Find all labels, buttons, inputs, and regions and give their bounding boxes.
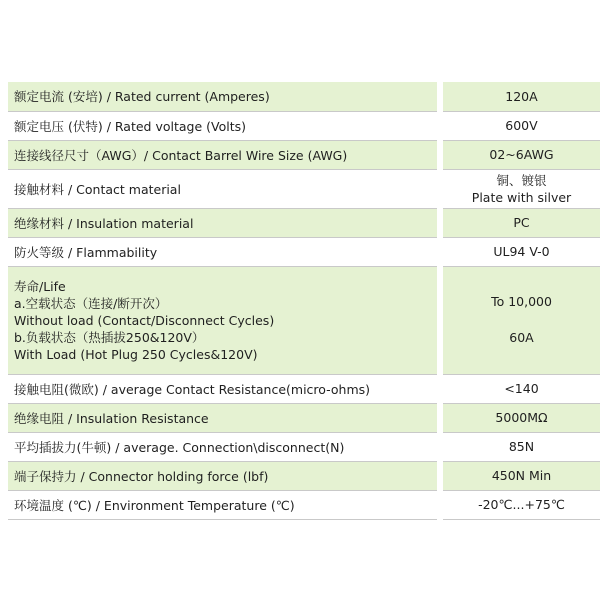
spec-value-line: To 10,000	[491, 294, 552, 309]
spec-value: 02~6AWG	[443, 140, 600, 169]
spec-label-line: a.空载状态（连接/断开次）	[14, 295, 168, 311]
spec-value: UL94 V-0	[443, 237, 600, 266]
spec-value: <140	[443, 374, 600, 403]
spec-label: 接触电阻(微欧) / average Contact Resistance(micro-ohms)	[8, 374, 437, 403]
spec-value: 85N	[443, 432, 600, 461]
spec-label	[8, 266, 437, 374]
spec-value-line: 60A	[509, 330, 534, 345]
spec-value: -20℃...+75℃	[443, 490, 600, 519]
spec-label: 端子保持力 / Connector holding force (lbf)	[8, 461, 437, 490]
table-row	[8, 490, 600, 519]
table-row	[8, 82, 600, 111]
spec-label: 平均插拔力(牛顿) / average. Connection\disconnect(N)	[8, 432, 437, 461]
spec-value: 450N Min	[443, 461, 600, 490]
spec-value: 120A	[443, 82, 600, 111]
spec-label: 环境温度 (℃) / Environment Temperature (℃)	[8, 490, 437, 519]
spec-label-line: Without load (Contact/Disconnect Cycles)	[14, 312, 275, 328]
spec-value	[443, 169, 600, 208]
spec-value	[443, 266, 600, 374]
table-row	[8, 169, 600, 208]
table-row	[8, 208, 600, 237]
table-row	[8, 374, 600, 403]
table-row	[8, 432, 600, 461]
table-row	[8, 140, 600, 169]
spec-label: 绝缘电阻 / Insulation Resistance	[8, 403, 437, 432]
spec-label: 绝缘材料 / Insulation material	[8, 208, 437, 237]
table-row	[8, 461, 600, 490]
table-row	[8, 111, 600, 140]
spec-value-line: Plate with silver	[471, 189, 572, 205]
spec-value: 5000MΩ	[443, 403, 600, 432]
spec-label-line: b.负载状态（热插拔250&120V）	[14, 329, 205, 345]
spec-label: 额定电压 (伏特) / Rated voltage (Volts)	[8, 111, 437, 140]
spec-value-line: 铜、镀银	[496, 172, 547, 188]
table-row	[8, 266, 600, 374]
spec-label: 额定电流 (安培) / Rated current (Amperes)	[8, 82, 437, 111]
spec-value: 600V	[443, 111, 600, 140]
spec-label: 接触材料 / Contact material	[8, 169, 437, 208]
spec-label-line: 寿命/Life	[14, 278, 66, 294]
spec-label: 防火等级 / Flammability	[8, 237, 437, 266]
spec-table	[8, 82, 600, 520]
spec-label: 连接线径尺寸（AWG）/ Contact Barrel Wire Size (AWG)	[8, 140, 437, 169]
table-row	[8, 403, 600, 432]
spec-label-line: With Load (Hot Plug 250 Cycles&120V)	[14, 346, 258, 362]
table-row	[8, 237, 600, 266]
spec-value: PC	[443, 208, 600, 237]
